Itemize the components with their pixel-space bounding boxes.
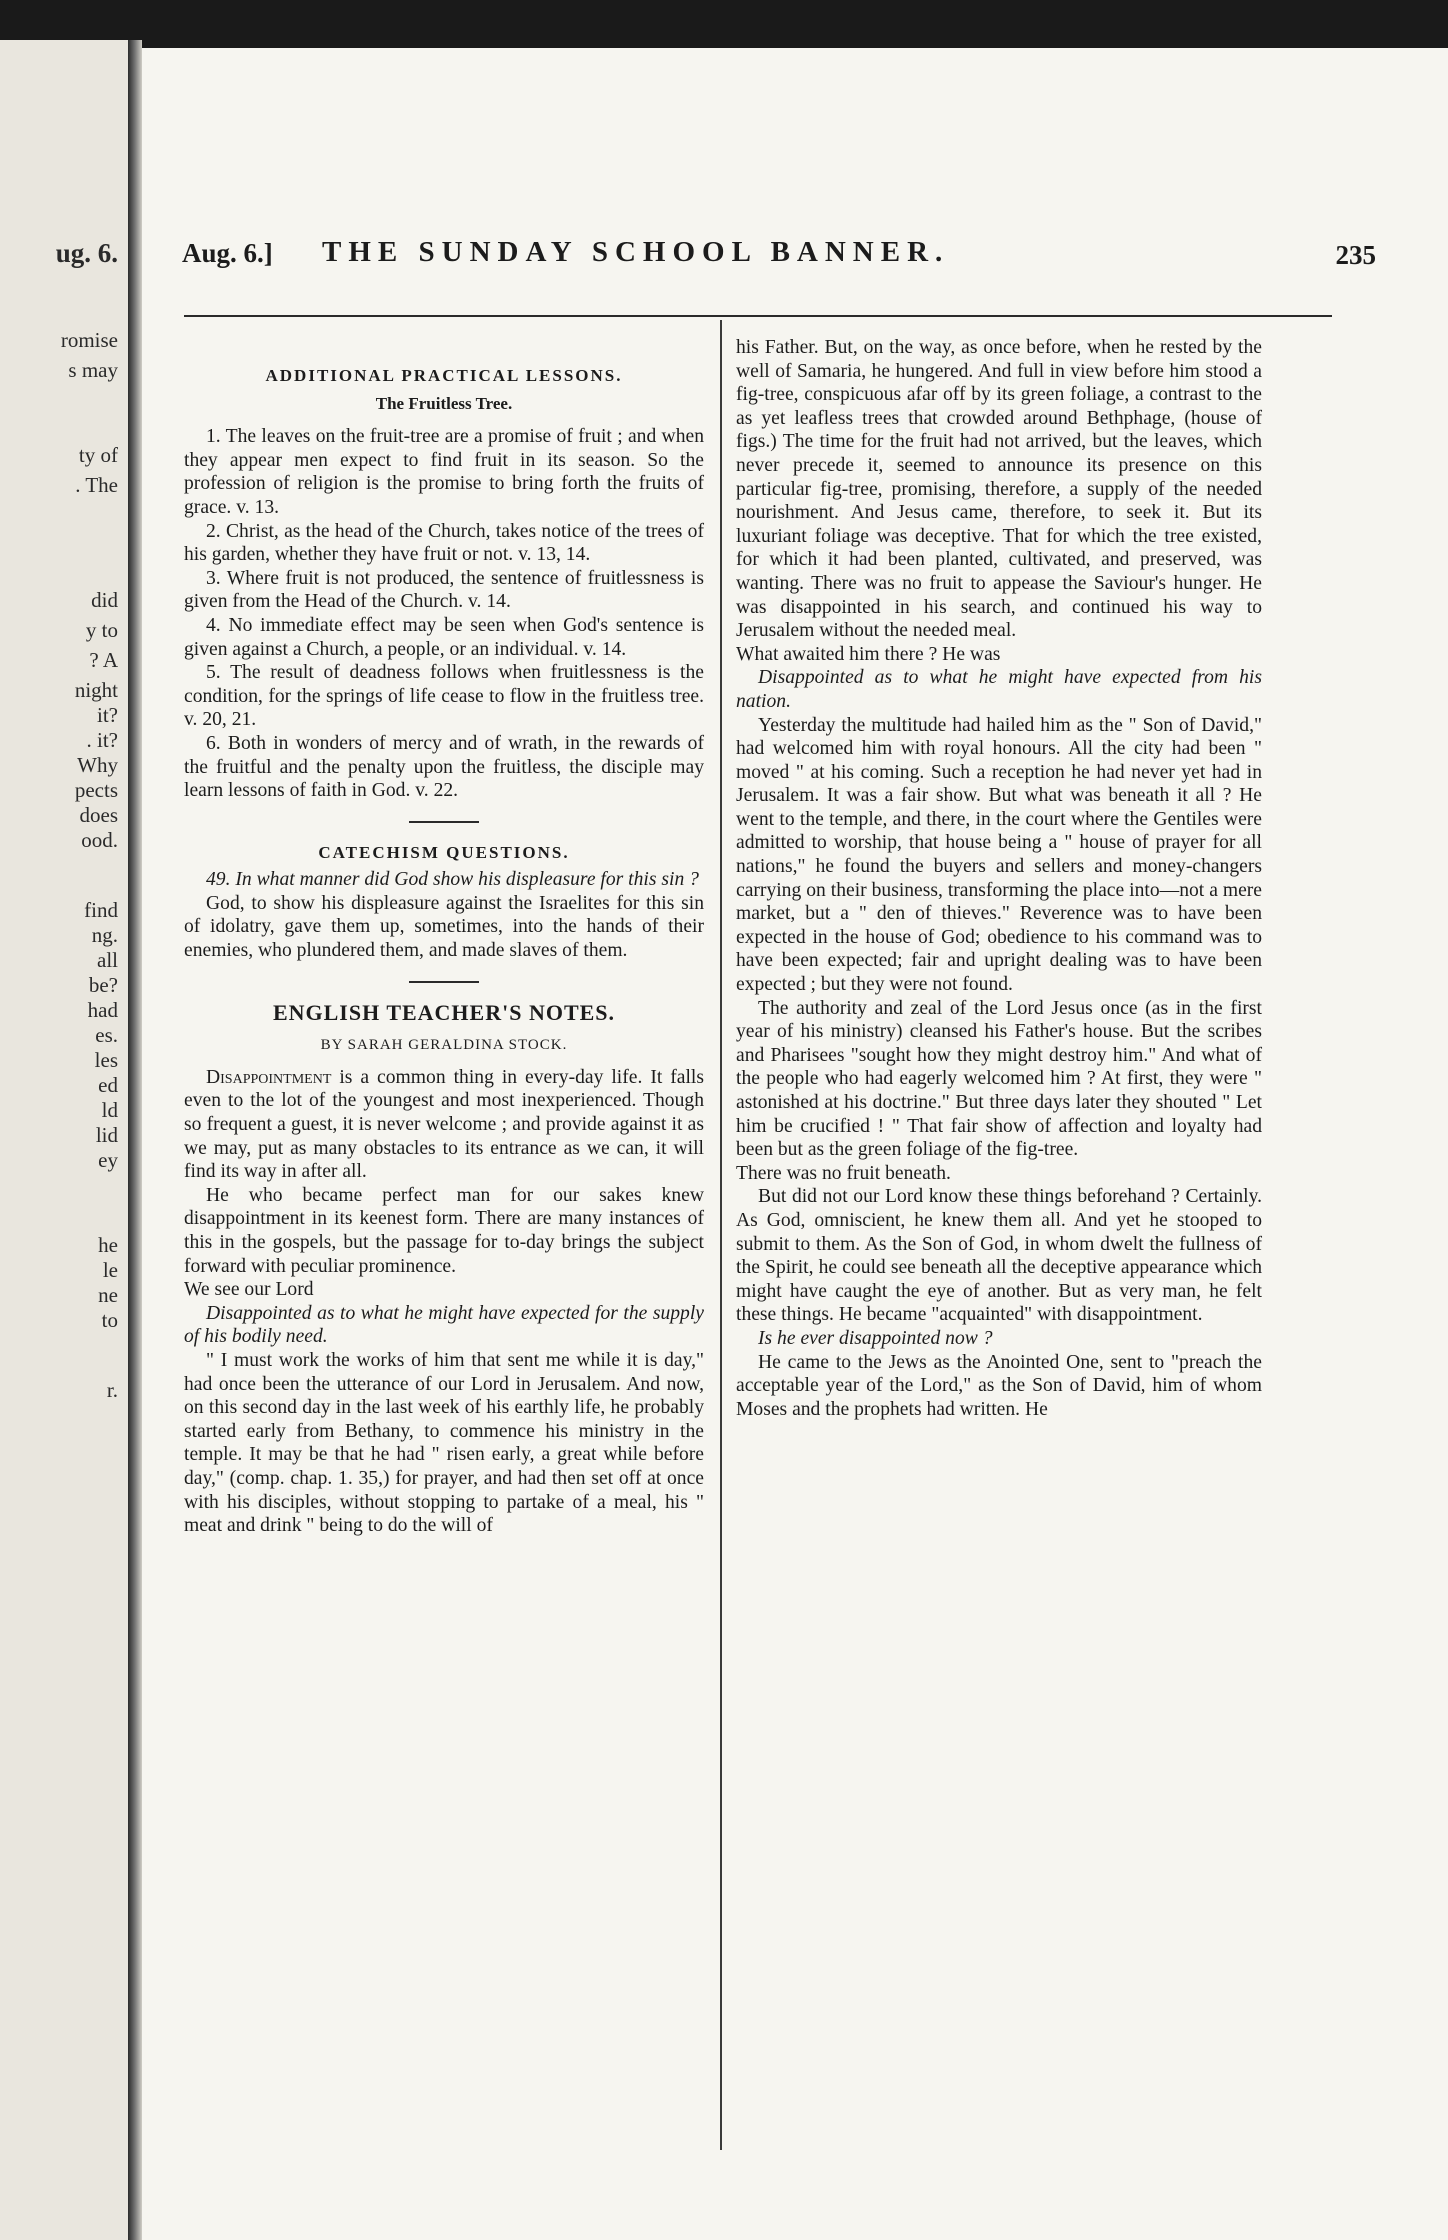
notes-paragraph: his Father. But, on the way, as once before, when he rested by the well of Samaria, he hungered. And full in view before him stood a fig-tree, conspicuous afar off by its green foliage, a contrast to the as yet leafless trees that crowded around Bethphage, (house of figs.) The time for the fruit had not arrived, but the leaves, which never precede it, seemed to announce its presence on this particular fig-tree, promising, therefore, a supply of the needed nourishment. And Jesus came, therefore, to seek it. But its luxuriant foliage was deceptive. That for which the tree existed, for which it had been planted, cultivated, and preserved, was wanting. There was no fruit to appease the Saviour's hunger. He was disappointed in his search, and continued his way to Jerusalem without the needed meal. — [736, 337, 1262, 642]
previous-page-fragment: ? A — [89, 648, 118, 672]
notes-italic-heading: Disappointed as to what he might have expected from his nation. — [736, 667, 1262, 712]
previous-page-fragment: did — [91, 588, 118, 612]
previous-page-fragment: be? — [88, 973, 118, 997]
previous-page-fragment: r. — [106, 1378, 118, 1402]
notes-paragraph: But did not our Lord know these things beforehand ? Certainly. As God, omniscient, he knew them all. And yet he stooped to submit to them. As the Son of God, in whom dwelt the fullness of the Spirit, he could see beneath all the deceptive appearance which might have caught the eye of another. But as very man, he felt these things. He became "acquainted" with disappointment. — [736, 1186, 1262, 1326]
notes-paragraph: He who became perfect man for our sakes knew disappointment in its keenest form. There are many instances of this in the gospels, but the passage for to-day brings the subject forward with peculiar prominence. — [184, 1184, 704, 1277]
lesson-item: 1. The leaves on the fruit-tree are a promise of fruit ; and when they appear men expect to find fruit in its season. So the profession of religion is the promise to bring forth the fruits of grace. v. 13. — [184, 426, 704, 518]
lessons-subheading: The Fruitless Tree. — [375, 393, 513, 413]
previous-page-fragment: ld — [101, 1098, 118, 1122]
notes-paragraph: " I must work the works of him that sent me while it is day," had once been the utterance of our Lord in Jerusalem. And now, on this second day in the last week of his earthly life, he probably started early from Bethany, to commence his ministry in the temple. It may be that he had " risen early, a great while before day," (comp. chap. 1. 35,) for prayer, and had then set off at once with his disciples, without stopping to partake of a meal, his " meat and drink " being to do the will of — [184, 1349, 704, 1537]
previous-page-fragment: les — [94, 1048, 118, 1072]
previous-page-fragment: all — [97, 948, 118, 972]
lesson-item: 6. Both in wonders of mercy and of wrath, in the rewards of the fruitful and the penalty upon the fruitless, the disciple may learn lessons of faith in God. v. 22. — [184, 732, 704, 802]
lesson-item: 5. The result of deadness follows when fruitlessness is the condition, for the springs of life cease to flow in the fruitless tree. v. 20, 21. — [184, 662, 704, 731]
right-column — [736, 336, 1262, 1421]
catechism-heading: CATECHISM QUESTIONS. — [318, 842, 570, 862]
lessons-heading: ADDITIONAL PRACTICAL LESSONS. — [265, 366, 623, 385]
lesson-item: 3. Where fruit is not produced, the sentence of fruitlessness is given from the Head of the Church. v. 14. — [184, 567, 704, 613]
notes-line: There was no fruit beneath. — [736, 1162, 951, 1184]
previous-page-fragment: ne — [98, 1283, 118, 1307]
previous-page-fragment: had — [87, 998, 118, 1022]
notes-lead-word: Disappointment — [206, 1066, 332, 1088]
section-rule — [409, 981, 479, 983]
previous-page-fragment: to — [101, 1308, 118, 1332]
previous-page-fragment: s may — [68, 358, 118, 382]
notes-heading: ENGLISH TEACHER'S NOTES. — [272, 999, 616, 1025]
previous-page-edge — [0, 40, 128, 2240]
previous-page-fragment: es. — [95, 1023, 118, 1047]
previous-page-fragment: . The — [75, 473, 118, 497]
notes-byline: BY SARAH GERALDINA STOCK. — [320, 1037, 568, 1054]
page — [142, 48, 1448, 2240]
notes-paragraph — [184, 1066, 704, 1184]
book-gutter — [128, 40, 142, 2240]
section-rule — [409, 821, 479, 823]
notes-paragraph: He came to the Jews as the Anointed One, sent to "preach the acceptable year of the Lord," as the Son of David, him of whom Moses and the prophets had written. He — [736, 1351, 1262, 1420]
previous-page-fragment: ey — [98, 1148, 118, 1172]
column-rule — [720, 320, 722, 2150]
previous-page-fragment: it? — [97, 703, 118, 727]
previous-page-fragment: he — [98, 1233, 118, 1257]
header-date: Aug. 6.] — [182, 238, 273, 268]
previous-page-fragment: does — [79, 803, 118, 827]
previous-page-fragment: le — [102, 1258, 118, 1282]
page-number: 235 — [1335, 240, 1376, 270]
previous-page-fragment: ood. — [81, 828, 118, 852]
lesson-item: 4. No immediate effect may be seen when God's sentence is given against a Church, a people, or an individual. v. 14. — [184, 614, 704, 660]
catechism-answer: God, to show his displeasure against the Israelites for this sin of idolatry, gave them up, sometimes, into the hands of their enemies, who plundered them, and made slaves of them. — [184, 892, 704, 962]
previous-page-fragment: . it? — [86, 728, 118, 752]
previous-page-fragment: y to — [85, 618, 118, 642]
notes-italic-heading: Is he ever disappointed now ? — [758, 1327, 993, 1349]
notes-line: We see our Lord — [184, 1279, 314, 1301]
catechism-question: 49. In what manner did God show his displeasure for this sin ? — [206, 869, 699, 891]
header-rule — [184, 315, 1332, 317]
previous-page-fragment: find — [84, 898, 118, 922]
previous-page-fragment: pects — [74, 778, 118, 802]
previous-page-fragment: romise — [60, 328, 118, 352]
previous-page-fragment: ed — [98, 1073, 118, 1097]
notes-paragraph: Yesterday the multitude had hailed him as the " Son of David," had welcomed him with royal honours. All the city had been " moved " at his coming. Such a reception he had never yet had in Jerusalem. It was a fair show. But what was beneath it all ? He went to the temple, and there, in the court where the Gentiles were admitted to worship, that house being a " house of prayer for all nations," he found the buyers and sellers and money-changers carrying on their business, transforming the place into—not a mere market, but a " den of thieves." Reverence was to have been expected in the house of God; obedience to his command was to have been expected; fair and upright dealing was to have been expected ; but they were not found. — [736, 714, 1262, 996]
notes-line: What awaited him there ? He was — [736, 643, 1001, 665]
notes-italic-heading: Disappointed as to what he might have expected for the supply of his bodily need. — [184, 1302, 704, 1348]
previous-page-fragment: ng. — [91, 923, 118, 947]
previous-page-fragment: ty of — [78, 443, 118, 467]
lesson-item: 2. Christ, as the head of the Church, takes notice of the trees of his garden, whether they have fruit or not. v. 13, 14. — [184, 520, 704, 566]
previous-page-fragment: night — [74, 678, 118, 702]
notes-p1-text: is a common thing in every-day life. It falls even to the lot of the youngest and most inexperienced. Though so frequent a guest, it is never welcome ; and provide against it as we may, put as many obstacles to its entrance as we can, it will find its way in after all. — [184, 1066, 704, 1183]
previous-page-fragment: Why — [77, 753, 118, 777]
running-head — [182, 234, 1376, 274]
notes-paragraph: The authority and zeal of the Lord Jesus once (as in the first year of his ministry) cleansed his Father's house. But the scribes and Pharisees "sought how they might destroy him." And what of the people who had eagerly welcomed him ? At first, they were " astonished at his doctrine." But three days later they shouted " Let him be crucified ! " That fair show of affection and loyalty had been but as the green foliage of the fig-tree. — [736, 997, 1262, 1161]
previous-page-fragment: lid — [95, 1123, 118, 1147]
previous-page-fragment: ug. 6. — [55, 238, 118, 268]
left-column — [184, 364, 704, 1538]
header-title: THE SUNDAY SCHOOL BANNER. — [322, 236, 950, 268]
